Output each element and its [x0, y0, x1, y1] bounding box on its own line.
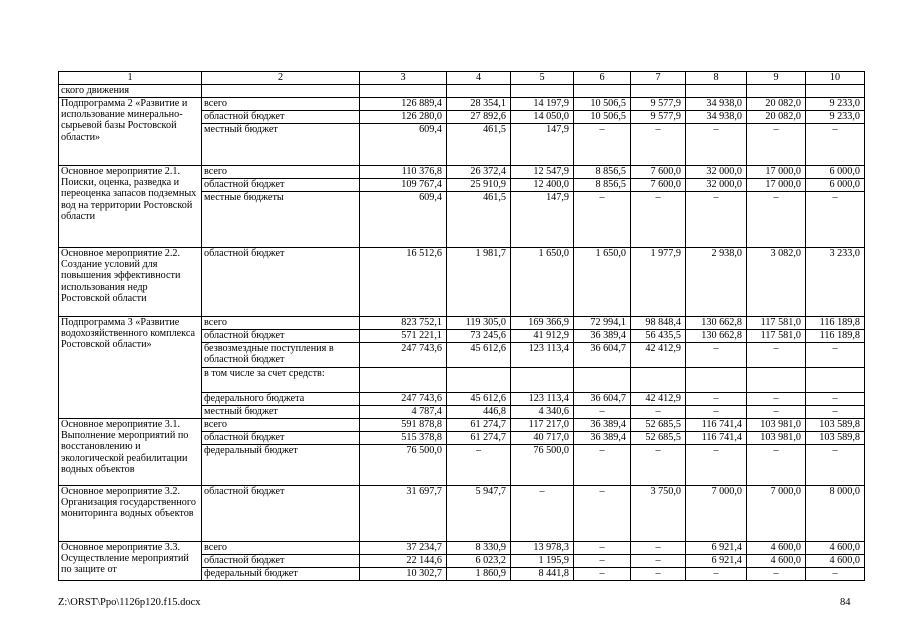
amount-cell: 7 000,0: [686, 486, 747, 542]
amount-cell: –: [574, 406, 631, 419]
amount-cell: –: [747, 393, 806, 406]
column-header: 6: [574, 72, 631, 85]
empty-cell: [447, 85, 511, 98]
table-row: [59, 317, 865, 330]
amount-cell: 130 662,8: [686, 330, 747, 343]
amount-cell: 14 197,9: [511, 98, 574, 111]
amount-cell: 9 577,9: [631, 111, 686, 124]
amount-cell: –: [574, 542, 631, 555]
column-header: 8: [686, 72, 747, 85]
amount-cell: 36 604,7: [574, 343, 631, 368]
funding-source-cell: областной бюджет: [202, 179, 360, 192]
amount-cell: 40 717,0: [511, 432, 574, 445]
amount-cell: 147,9: [511, 124, 574, 166]
amount-cell: –: [686, 568, 747, 581]
amount-cell: 446,8: [447, 406, 511, 419]
amount-cell: –: [806, 393, 865, 406]
amount-cell: –: [806, 445, 865, 486]
funding-source-cell: областной бюджет: [202, 111, 360, 124]
amount-cell: 3 233,0: [806, 248, 865, 317]
amount-cell: 1 650,0: [574, 248, 631, 317]
amount-cell: –: [806, 192, 865, 248]
amount-cell: [574, 368, 631, 393]
amount-cell: –: [631, 192, 686, 248]
amount-cell: 32 000,0: [686, 166, 747, 179]
empty-cell: [202, 85, 360, 98]
funding-source-cell: областной бюджет: [202, 330, 360, 343]
amount-cell: [447, 368, 511, 393]
amount-cell: –: [574, 568, 631, 581]
amount-cell: 17 000,0: [747, 179, 806, 192]
amount-cell: 4 787,4: [360, 406, 447, 419]
amount-cell: 7 600,0: [631, 179, 686, 192]
amount-cell: 110 376,8: [360, 166, 447, 179]
amount-cell: –: [686, 343, 747, 368]
funding-source-cell: всего: [202, 317, 360, 330]
amount-cell: 56 435,5: [631, 330, 686, 343]
column-header: 4: [447, 72, 511, 85]
amount-cell: 9 577,9: [631, 98, 686, 111]
amount-cell: 8 330,9: [447, 542, 511, 555]
amount-cell: 42 412,9: [631, 343, 686, 368]
p3-label: Подпрограмма 3 «Развитие водохозяйственного комплекса Ростовской области»: [59, 317, 202, 419]
amount-cell: 20 082,0: [747, 98, 806, 111]
amount-cell: 4 340,6: [511, 406, 574, 419]
m21-label: Основное мероприятие 2.1. Поиски, оценка, разведка и переоценка запасов подземных вод на территории Ростовской области: [59, 166, 202, 248]
amount-cell: –: [806, 124, 865, 166]
amount-cell: 6 000,0: [806, 166, 865, 179]
amount-cell: 17 000,0: [747, 166, 806, 179]
amount-cell: –: [631, 555, 686, 568]
amount-cell: 119 305,0: [447, 317, 511, 330]
amount-cell: 26 372,4: [447, 166, 511, 179]
amount-cell: 73 245,6: [447, 330, 511, 343]
amount-cell: 8 856,5: [574, 179, 631, 192]
amount-cell: 116 189,8: [806, 317, 865, 330]
amount-cell: –: [574, 486, 631, 542]
amount-cell: 123 113,4: [511, 393, 574, 406]
table-row: [59, 419, 865, 432]
amount-cell: 247 743,6: [360, 393, 447, 406]
table-row: [59, 166, 865, 179]
amount-cell: 571 221,1: [360, 330, 447, 343]
funding-source-cell: местный бюджет: [202, 406, 360, 419]
amount-cell: 609,4: [360, 124, 447, 166]
amount-cell: –: [574, 555, 631, 568]
amount-cell: 116 741,4: [686, 419, 747, 432]
amount-cell: 45 612,6: [447, 343, 511, 368]
amount-cell: 7 600,0: [631, 166, 686, 179]
amount-cell: [747, 368, 806, 393]
amount-cell: 823 752,1: [360, 317, 447, 330]
column-header: 10: [806, 72, 865, 85]
amount-cell: 169 366,9: [511, 317, 574, 330]
amount-cell: –: [686, 393, 747, 406]
column-header: 7: [631, 72, 686, 85]
amount-cell: –: [806, 568, 865, 581]
amount-cell: 5 947,7: [447, 486, 511, 542]
amount-cell: 116 189,8: [806, 330, 865, 343]
amount-cell: 8 856,5: [574, 166, 631, 179]
amount-cell: 37 234,7: [360, 542, 447, 555]
amount-cell: 1 195,9: [511, 555, 574, 568]
amount-cell: 12 547,9: [511, 166, 574, 179]
amount-cell: 28 354,1: [447, 98, 511, 111]
amount-cell: [511, 368, 574, 393]
amount-cell: 16 512,6: [360, 248, 447, 317]
amount-cell: –: [686, 445, 747, 486]
amount-cell: –: [747, 192, 806, 248]
continuation-label: ского движения: [59, 85, 202, 98]
amount-cell: 609,4: [360, 192, 447, 248]
funding-source-cell: областной бюджет: [202, 248, 360, 317]
amount-cell: 52 685,5: [631, 419, 686, 432]
column-header: 1: [59, 72, 202, 85]
amount-cell: –: [686, 124, 747, 166]
amount-cell: 461,5: [447, 124, 511, 166]
amount-cell: 117 217,0: [511, 419, 574, 432]
funding-source-cell: местный бюджет: [202, 124, 360, 166]
amount-cell: [360, 368, 447, 393]
table-row: [59, 98, 865, 111]
amount-cell: –: [631, 124, 686, 166]
amount-cell: –: [631, 542, 686, 555]
amount-cell: 13 978,3: [511, 542, 574, 555]
amount-cell: 7 000,0: [747, 486, 806, 542]
amount-cell: 45 612,6: [447, 393, 511, 406]
amount-cell: –: [631, 406, 686, 419]
amount-cell: –: [747, 406, 806, 419]
amount-cell: 1 981,7: [447, 248, 511, 317]
file-path: Z:\ORST\Ppo\1126p120.f15.docx: [58, 597, 201, 608]
amount-cell: 98 848,4: [631, 317, 686, 330]
amount-cell: 61 274,7: [447, 419, 511, 432]
amount-cell: [686, 368, 747, 393]
p2-label: Подпрограмма 2 «Развитие и использование минерально-сырьевой базы Ростовской области»: [59, 98, 202, 166]
amount-cell: 117 581,0: [747, 330, 806, 343]
amount-cell: 247 743,6: [360, 343, 447, 368]
amount-cell: –: [511, 486, 574, 542]
amount-cell: 25 910,9: [447, 179, 511, 192]
amount-cell: 117 581,0: [747, 317, 806, 330]
amount-cell: 32 000,0: [686, 179, 747, 192]
amount-cell: 1 650,0: [511, 248, 574, 317]
table-row: [59, 85, 865, 98]
amount-cell: 36 389,4: [574, 330, 631, 343]
amount-cell: 14 050,0: [511, 111, 574, 124]
amount-cell: 72 994,1: [574, 317, 631, 330]
empty-cell: [574, 85, 631, 98]
funding-source-cell: всего: [202, 542, 360, 555]
amount-cell: –: [574, 124, 631, 166]
amount-cell: 123 113,4: [511, 343, 574, 368]
amount-cell: 515 378,8: [360, 432, 447, 445]
amount-cell: 1 860,9: [447, 568, 511, 581]
empty-cell: [360, 85, 447, 98]
amount-cell: 76 500,0: [360, 445, 447, 486]
amount-cell: 10 302,7: [360, 568, 447, 581]
amount-cell: –: [686, 406, 747, 419]
amount-cell: 36 389,4: [574, 432, 631, 445]
budget-table: [58, 71, 865, 581]
amount-cell: 22 144,6: [360, 555, 447, 568]
funding-source-cell: всего: [202, 419, 360, 432]
amount-cell: 116 741,4: [686, 432, 747, 445]
amount-cell: 2 938,0: [686, 248, 747, 317]
amount-cell: –: [806, 343, 865, 368]
amount-cell: 147,9: [511, 192, 574, 248]
amount-cell: 126 889,4: [360, 98, 447, 111]
table-row: [59, 248, 865, 317]
table-row: [59, 542, 865, 555]
m33-label: Основное мероприятие 3.3. Осуществление мероприятий по защите от: [59, 542, 202, 581]
amount-cell: –: [631, 445, 686, 486]
funding-source-cell: всего: [202, 98, 360, 111]
amount-cell: 8 441,8: [511, 568, 574, 581]
amount-cell: 52 685,5: [631, 432, 686, 445]
m22-label: Основное мероприятие 2.2. Создание условий для повышения эффективности использования недр Ростовской области: [59, 248, 202, 317]
table-header-row: [59, 72, 865, 85]
amount-cell: 1 977,9: [631, 248, 686, 317]
funding-source-cell: федеральный бюджет: [202, 445, 360, 486]
amount-cell: 6 921,4: [686, 555, 747, 568]
column-header: 5: [511, 72, 574, 85]
column-header: 9: [747, 72, 806, 85]
amount-cell: 3 082,0: [747, 248, 806, 317]
empty-cell: [747, 85, 806, 98]
amount-cell: 20 082,0: [747, 111, 806, 124]
empty-cell: [511, 85, 574, 98]
amount-cell: 4 600,0: [747, 542, 806, 555]
amount-cell: 126 280,0: [360, 111, 447, 124]
funding-source-cell: федеральный бюджет: [202, 568, 360, 581]
amount-cell: 10 506,5: [574, 98, 631, 111]
amount-cell: 10 506,5: [574, 111, 631, 124]
amount-cell: 6 000,0: [806, 179, 865, 192]
amount-cell: 34 938,0: [686, 111, 747, 124]
amount-cell: 4 600,0: [806, 542, 865, 555]
empty-cell: [806, 85, 865, 98]
amount-cell: 591 878,8: [360, 419, 447, 432]
amount-cell: [631, 368, 686, 393]
funding-source-cell: местные бюджеты: [202, 192, 360, 248]
funding-source-cell: федерального бюджета: [202, 393, 360, 406]
amount-cell: 31 697,7: [360, 486, 447, 542]
amount-cell: –: [747, 343, 806, 368]
amount-cell: 103 589,8: [806, 419, 865, 432]
amount-cell: 4 600,0: [747, 555, 806, 568]
amount-cell: 42 412,9: [631, 393, 686, 406]
m31-label: Основное мероприятие 3.1. Выполнение мероприятий по восстановлению и экологической реабилитации водных объектов: [59, 419, 202, 486]
amount-cell: –: [574, 192, 631, 248]
m32-label: Основное мероприятие 3.2. Организация государственного мониторинга водных объектов: [59, 486, 202, 542]
amount-cell: 6 921,4: [686, 542, 747, 555]
funding-source-cell: безвозмездные поступления в областной бюджет: [202, 343, 360, 368]
amount-cell: –: [447, 445, 511, 486]
table-row: [59, 486, 865, 542]
funding-source-cell: всего: [202, 166, 360, 179]
funding-source-cell: в том числе за счет средств:: [202, 368, 360, 393]
amount-cell: –: [686, 192, 747, 248]
amount-cell: 36 604,7: [574, 393, 631, 406]
amount-cell: –: [747, 568, 806, 581]
amount-cell: 76 500,0: [511, 445, 574, 486]
amount-cell: 109 767,4: [360, 179, 447, 192]
amount-cell: 4 600,0: [806, 555, 865, 568]
funding-source-cell: областной бюджет: [202, 555, 360, 568]
funding-source-cell: областной бюджет: [202, 486, 360, 542]
amount-cell: [806, 368, 865, 393]
amount-cell: 61 274,7: [447, 432, 511, 445]
amount-cell: –: [574, 445, 631, 486]
amount-cell: 9 233,0: [806, 98, 865, 111]
amount-cell: 12 400,0: [511, 179, 574, 192]
amount-cell: 27 892,6: [447, 111, 511, 124]
amount-cell: –: [747, 445, 806, 486]
amount-cell: 103 589,8: [806, 432, 865, 445]
empty-cell: [631, 85, 686, 98]
amount-cell: 6 023,2: [447, 555, 511, 568]
amount-cell: –: [806, 406, 865, 419]
amount-cell: 461,5: [447, 192, 511, 248]
page-number: 84: [840, 597, 851, 608]
amount-cell: 41 912,9: [511, 330, 574, 343]
column-header: 3: [360, 72, 447, 85]
column-header: 2: [202, 72, 360, 85]
empty-cell: [686, 85, 747, 98]
amount-cell: 103 981,0: [747, 432, 806, 445]
amount-cell: –: [631, 568, 686, 581]
amount-cell: 36 389,4: [574, 419, 631, 432]
amount-cell: 34 938,0: [686, 98, 747, 111]
amount-cell: –: [747, 124, 806, 166]
amount-cell: 9 233,0: [806, 111, 865, 124]
amount-cell: 130 662,8: [686, 317, 747, 330]
amount-cell: 8 000,0: [806, 486, 865, 542]
amount-cell: 3 750,0: [631, 486, 686, 542]
funding-source-cell: областной бюджет: [202, 432, 360, 445]
amount-cell: 103 981,0: [747, 419, 806, 432]
